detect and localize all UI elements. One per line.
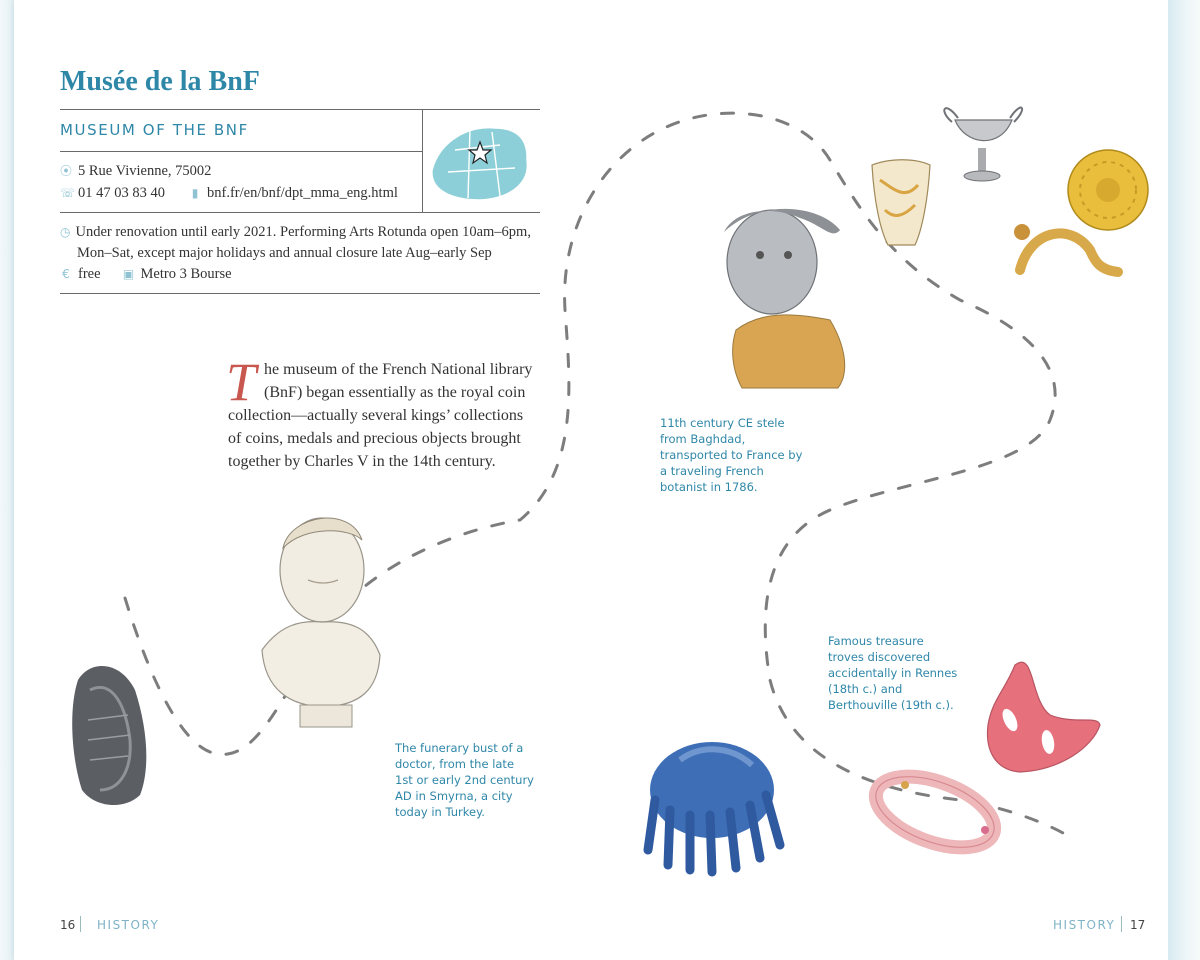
metro-text: Metro 3 Bourse: [140, 266, 232, 282]
bookmark-icon: ▮: [191, 186, 199, 200]
silver-cup-illustration: [944, 108, 1022, 181]
address-row: [60, 161, 211, 181]
page-subtitle: MUSEUM OF THE BNF: [60, 121, 249, 139]
page-title: Musée de la BnF: [60, 66, 260, 97]
blue-headdress-illustration: [648, 742, 780, 872]
stele-illustration: [72, 666, 146, 805]
pink-bracelet-illustration: [866, 763, 1003, 862]
hours-block: [60, 222, 540, 264]
price-row: [60, 264, 232, 284]
head-sculpture-illustration: [724, 209, 845, 388]
caption-treasure: Famous treasure troves discovered accidentally in Rennes (18th c.) and Berthouville (19th c.).: [828, 634, 958, 712]
paris-map-icon: [432, 128, 527, 200]
pink-mask-illustration: [987, 662, 1100, 772]
bottom-info-rule: [60, 293, 540, 294]
caption-bust: The funerary bust of a doctor, from the late 1st or early 2nd century AD in Smyrna, a city today in Turkey.: [395, 741, 534, 819]
drop-cap: T: [226, 352, 257, 412]
contact-row: [60, 183, 398, 203]
map-pin-icon: ⦿: [60, 164, 73, 178]
page-number-left: 16: [60, 918, 76, 932]
page-number-right: 17: [1130, 918, 1146, 932]
info-rule: [60, 212, 540, 213]
hours-line-1: Under renovation until early 2021. Performing Arts Rotunda open 10am–6pm,: [75, 224, 531, 240]
doctor-bust-illustration: [262, 518, 380, 727]
subtitle-rule: [60, 151, 422, 152]
header-rule: [60, 109, 540, 110]
section-label-left: HISTORY: [97, 918, 160, 932]
phone-icon: ☏: [60, 186, 76, 200]
vase-illustration: [872, 160, 930, 245]
phone-text[interactable]: 01 47 03 83 40: [78, 185, 165, 201]
clock-icon: ◷: [60, 225, 71, 239]
hours-line-2: Mon–Sat, except major holidays and annual closure late Aug–early Sep: [77, 245, 492, 261]
footer-separator-right: [1121, 916, 1122, 932]
gold-coin-illustration: [1068, 150, 1148, 230]
metro-icon: ▣: [122, 267, 135, 281]
price-text: free: [78, 266, 101, 282]
address-text: 5 Rue Vivienne, 75002: [78, 163, 212, 179]
intro-text: he museum of the French National library (BnF) began essentially as the royal coin collection—actually several kings’ collections of coins, medals and precious objects brought together by Charles V in the 14th century.: [228, 361, 533, 470]
footer-separator-left: [80, 916, 81, 932]
euro-icon: €: [62, 267, 70, 281]
intro-paragraph: [226, 352, 538, 473]
caption-stele: 11th century CE stele from Baghdad, transported to France by a traveling French botanist in 1786.: [660, 416, 803, 494]
map-divider: [422, 109, 423, 213]
section-label-right: HISTORY: [1053, 918, 1116, 932]
website-link[interactable]: bnf.fr/en/bnf/dpt_mma_eng.html: [207, 185, 398, 201]
gold-fibula-illustration: [1014, 224, 1118, 272]
